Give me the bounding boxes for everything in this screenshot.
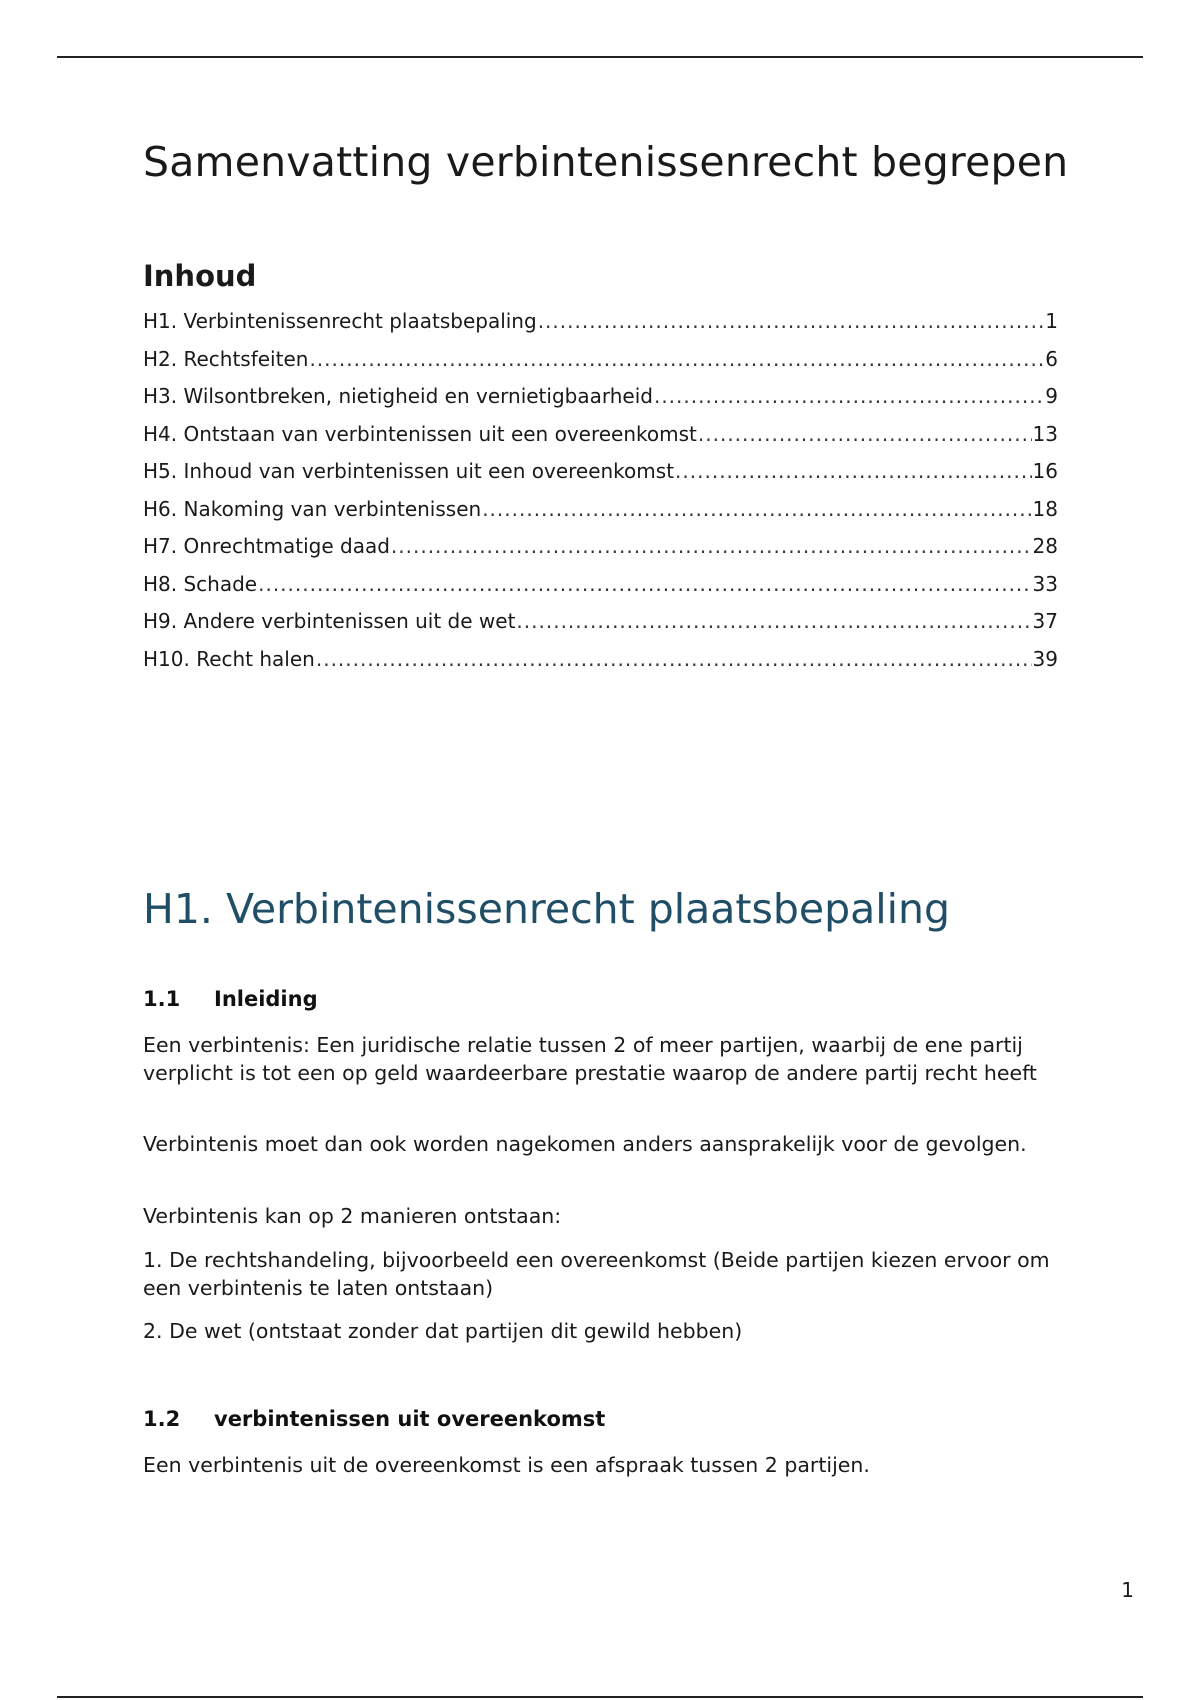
toc-entry-title: H8. Schade: [143, 571, 258, 596]
toc-entry-h2[interactable]: [143, 347, 1058, 385]
toc-entry-h5[interactable]: [143, 459, 1058, 497]
toc-dot-leader: [654, 384, 1044, 408]
toc-entry-page: 37: [1032, 609, 1058, 633]
toc-entry-title: H10. Recht halen: [143, 646, 315, 671]
toc-dot-leader: [698, 422, 1032, 446]
toc-entry-title: H2. Rechtsfeiten: [143, 346, 309, 371]
list-item: 2. De wet (ontstaat zonder dat partijen dit gewild hebben): [143, 1319, 743, 1343]
section-heading: [143, 987, 318, 1011]
toc-entry-h8[interactable]: [143, 572, 1058, 610]
section-number: 1.2: [143, 1407, 181, 1431]
toc-heading: Inhoud: [143, 259, 257, 293]
bottom-rule: [57, 1696, 1143, 1698]
toc-dot-leader: [675, 459, 1032, 483]
toc-dot-leader: [258, 572, 1031, 596]
toc-entry-page: 13: [1032, 421, 1058, 446]
section-number: 1.1: [143, 987, 181, 1011]
paragraph: Verbintenis moet dan ook worden nagekomen anders aansprakelijk voor de gevolgen.: [143, 1132, 1027, 1156]
page-number: 1: [1121, 1578, 1134, 1602]
toc-dot-leader: [309, 347, 1044, 371]
paragraph: Verbintenis kan op 2 manieren ontstaan:: [143, 1204, 562, 1228]
toc-entry-title: H5. Inhoud van verbintenissen uit een overeenkomst: [143, 459, 675, 483]
toc-entry-page: 9: [1045, 384, 1058, 408]
top-rule: [57, 56, 1143, 58]
toc-entry-page: 6: [1045, 346, 1058, 371]
toc-entry-page: 1: [1045, 309, 1058, 333]
toc-entry-h4[interactable]: [143, 422, 1058, 460]
toc-entry-h6[interactable]: [143, 497, 1058, 535]
list-item: 1. De rechtshandeling, bijvoorbeeld een overeenkomst (Beide partijen kiezen ervoor om een verbintenis te laten ontstaan): [143, 1248, 1050, 1300]
section-heading: [143, 1407, 605, 1431]
toc-entry-page: 39: [1032, 646, 1058, 671]
paragraph: Een verbintenis: Een juridische relatie tussen 2 of meer partijen, waarbij de ene partij verplicht is tot een op geld waardeerbare prestatie waarop de andere partij recht heeft: [143, 1033, 1037, 1085]
section-title: Inleiding: [214, 987, 318, 1011]
toc-entry-title: H3. Wilsontbreken, nietigheid en vernietigbaarheid: [143, 384, 653, 408]
toc-entry-page: 18: [1032, 496, 1058, 521]
toc-dot-leader: [316, 647, 1032, 671]
chapter-heading: H1. Verbintenissenrecht plaatsbepaling: [143, 885, 951, 933]
toc-entry-title: H7. Onrechtmatige daad: [143, 534, 390, 558]
document-title: Samenvatting verbintenissenrecht begrepen: [143, 138, 1069, 186]
toc-dot-leader: [538, 309, 1045, 333]
toc-entry-h1[interactable]: [143, 309, 1058, 347]
toc-entry-title: H6. Nakoming van verbintenissen: [143, 496, 482, 521]
toc-entry-title: H9. Andere verbintenissen uit de wet: [143, 609, 516, 633]
toc-entry-page: 28: [1032, 534, 1058, 558]
toc-dot-leader: [516, 609, 1031, 633]
toc-entry-h7[interactable]: [143, 534, 1058, 572]
section-title: verbintenissen uit overeenkomst: [214, 1407, 606, 1431]
toc-entry-h10[interactable]: [143, 647, 1058, 685]
toc-entry-h9[interactable]: [143, 609, 1058, 647]
toc-dot-leader: [391, 534, 1032, 558]
toc-dot-leader: [482, 497, 1031, 521]
toc-entry-title: H1. Verbintenissenrecht plaatsbepaling: [143, 309, 537, 333]
toc-entry-page: 16: [1032, 459, 1058, 483]
toc-entry-title: H4. Ontstaan van verbintenissen uit een overeenkomst: [143, 421, 697, 446]
toc-entry-h3[interactable]: [143, 384, 1058, 422]
toc-entry-page: 33: [1032, 571, 1058, 596]
paragraph: Een verbintenis uit de overeenkomst is een afspraak tussen 2 partijen.: [143, 1453, 870, 1477]
table-of-contents: [143, 309, 1058, 684]
